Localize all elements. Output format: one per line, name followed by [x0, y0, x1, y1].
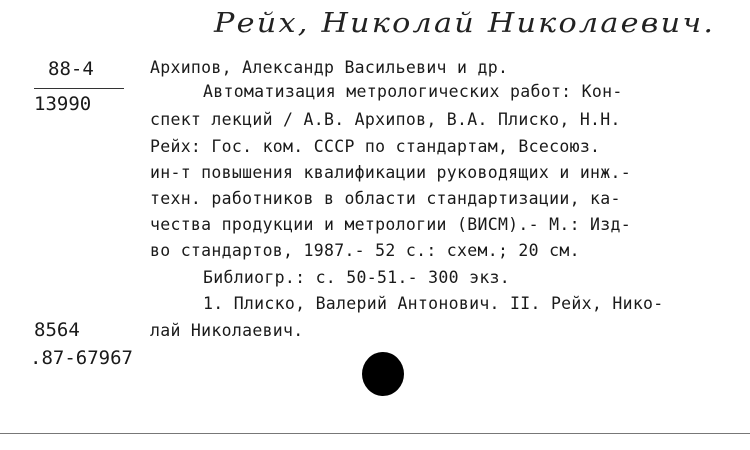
- record-number: .87-67967: [30, 347, 133, 369]
- description-line: техн. работников в области стандартизации, ка-: [150, 189, 621, 208]
- description-line: чества продукции и метрологии (ВИСМ).- М.: Изд-: [150, 215, 631, 234]
- handwritten-heading: Рейх, Николай Николаевич.: [214, 8, 716, 39]
- card-bottom-edge: [0, 433, 750, 434]
- tracing-line: 1. Плиско, Валерий Антонович. II. Рейх, Нико-: [203, 294, 664, 313]
- bibliography-line: Библиогр.: с. 50-51.- 300 экз.: [203, 268, 511, 287]
- tracing-line: лай Николаевич.: [150, 321, 304, 340]
- description-line: во стандартов, 1987.- 52 с.: схем.; 20 см.: [150, 241, 580, 260]
- inventory-number: 8564: [34, 319, 80, 341]
- description-line: Рейх: Гос. ком. СССР по стандартам, Всесоюз.: [150, 137, 601, 156]
- call-number-bottom: 13990: [34, 93, 92, 115]
- card-punch-hole: [362, 352, 404, 396]
- title-line: Автоматизация метрологических работ: Кон-: [203, 82, 623, 101]
- call-number-top: 88-4: [48, 58, 94, 80]
- author-line: Архипов, Александр Васильевич и др.: [150, 58, 509, 77]
- call-number-divider: [34, 88, 124, 89]
- description-line: ин-т повышения квалификации руководящих и инж.-: [150, 163, 631, 182]
- description-line: спект лекций / А.В. Архипов, В.А. Плиско, Н.Н.: [150, 110, 621, 129]
